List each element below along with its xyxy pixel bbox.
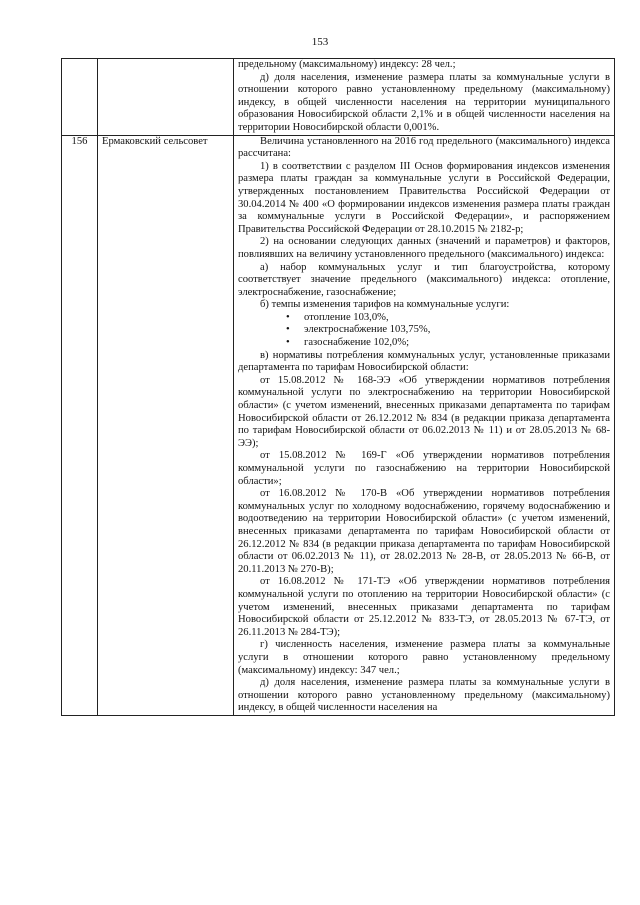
bullet-icon: • xyxy=(286,324,290,336)
paragraph: д) доля населения, изменение размера платы за коммунальные услуги в отношении которого равно установленному предельному (максимальному) индексу, в общей численности населения на xyxy=(238,677,610,714)
table-row xyxy=(62,135,615,715)
row-content xyxy=(234,135,615,715)
tariff-list xyxy=(238,312,610,350)
paragraph: от 16.08.2012 № 171-ТЭ «Об утверждении нормативов потребления коммунальной услуги по отоплению на территории Новосибирской области» (с учетом изменений, внесенных приказами департамента по тарифам Новосибирской области от 25.12.2012 № 833-ТЭ, от 28.05.2013 № 67-ТЭ, от 26.11.2013 № 284-ТЭ); xyxy=(238,576,610,638)
row-number: 156 xyxy=(62,135,98,715)
paragraph: 1) в соответствии с разделом III Основ формирования индексов изменения размера платы граждан за коммунальные услуги в Российской Федерации, утвержденных постановлением Правительства Российской Федерации от 30.04.2014 № 400 «О формировании индексов изменения размера платы граждан за коммунальные услуги в Российской Федерации», и распоряжением Правительства Российской Федерации от 28.10.2015 № 2182-р; xyxy=(238,160,610,235)
municipality-name xyxy=(98,59,234,136)
bullet-icon: • xyxy=(286,311,290,323)
list-item xyxy=(238,324,610,337)
paragraph: 2) на основании следующих данных (значений и параметров) и факторов, повлиявших на величину установленного предельного (максимального) индекса: xyxy=(238,236,610,260)
paragraph: Величина установленного на 2016 год предельного (максимального) индекса рассчитана: xyxy=(238,135,610,160)
bullet-icon: • xyxy=(286,337,290,349)
paragraph: д) доля населения, изменение размера платы за коммунальные услуги в отношении которого равно установленному предельному (максимальному) индексу, в общей численности населения на территории муниципального образования Новосибирской области 2,1% и в общей численности населения на территории Новосибирской области 0,001%. xyxy=(238,71,610,133)
paragraph: от 15.08.2012 № 169-Г «Об утверждении нормативов потребления коммунальной услуги по газоснабжению на территории Новосибирской области»; xyxy=(238,450,610,487)
list-item-text: электроснабжение 103,75%, xyxy=(304,324,431,336)
list-item xyxy=(238,337,610,350)
row-content xyxy=(234,59,615,136)
paragraph: г) численность населения, изменение размера платы за коммунальные услуги в отношении которого равно установленному предельному (максимальному) индексу: 347 чел.; xyxy=(238,639,610,676)
page-number: 153 xyxy=(311,36,329,48)
paragraph: а) набор коммунальных услуг и тип благоустройства, которому соответствует значение предельного (максимального) индекса: отопление, электроснабжение, газоснабжение; xyxy=(238,261,610,298)
list-item xyxy=(238,312,610,325)
list-item-text: газоснабжение 102,0%; xyxy=(304,337,410,349)
list-item-text: отопление 103,0%, xyxy=(304,311,389,323)
document-table xyxy=(61,58,615,716)
paragraph: предельному (максимальному) индексу: 28 чел.; xyxy=(238,59,456,70)
row-number xyxy=(62,59,98,136)
table-row xyxy=(62,59,615,136)
paragraph: б) темпы изменения тарифов на коммунальные услуги: xyxy=(260,299,510,311)
municipality-name: Ермаковский сельсовет xyxy=(98,135,234,715)
paragraph: от 15.08.2012 № 168-ЭЭ «Об утверждении нормативов потребления коммунальной услуги по электроснабжению на территории Новосибирской области» (с учетом изменений, внесенных приказами департамента по тарифам Новосибирской области от 26.12.2012 № 834 (в редакции приказа департамента по тарифам Новосибирской области от 06.02.2013 № 11) и от 28.05.2013 № 68-ЭЭ); xyxy=(238,374,610,449)
paragraph: в) нормативы потребления коммунальных услуг, установленные приказами департамента по тарифам Новосибирской области: xyxy=(238,349,610,374)
paragraph: от 16.08.2012 № 170-В «Об утверждении нормативов потребления коммунальных услуг по холодному водоснабжению, горячему водоснабжению и водоотведению на территории Новосибирской области» (с учетом изменений, внесенных приказами департамента по тарифам Новосибирской области от 26.12.2012 № 834 (в редакции приказа департамента по тарифам Новосибирской области от 06.02.2013 № 11), от 28.02.2013 № 28-В, от 28.05.2013 № 66-В, от 20.11.2013 № 270-В); xyxy=(238,488,610,575)
